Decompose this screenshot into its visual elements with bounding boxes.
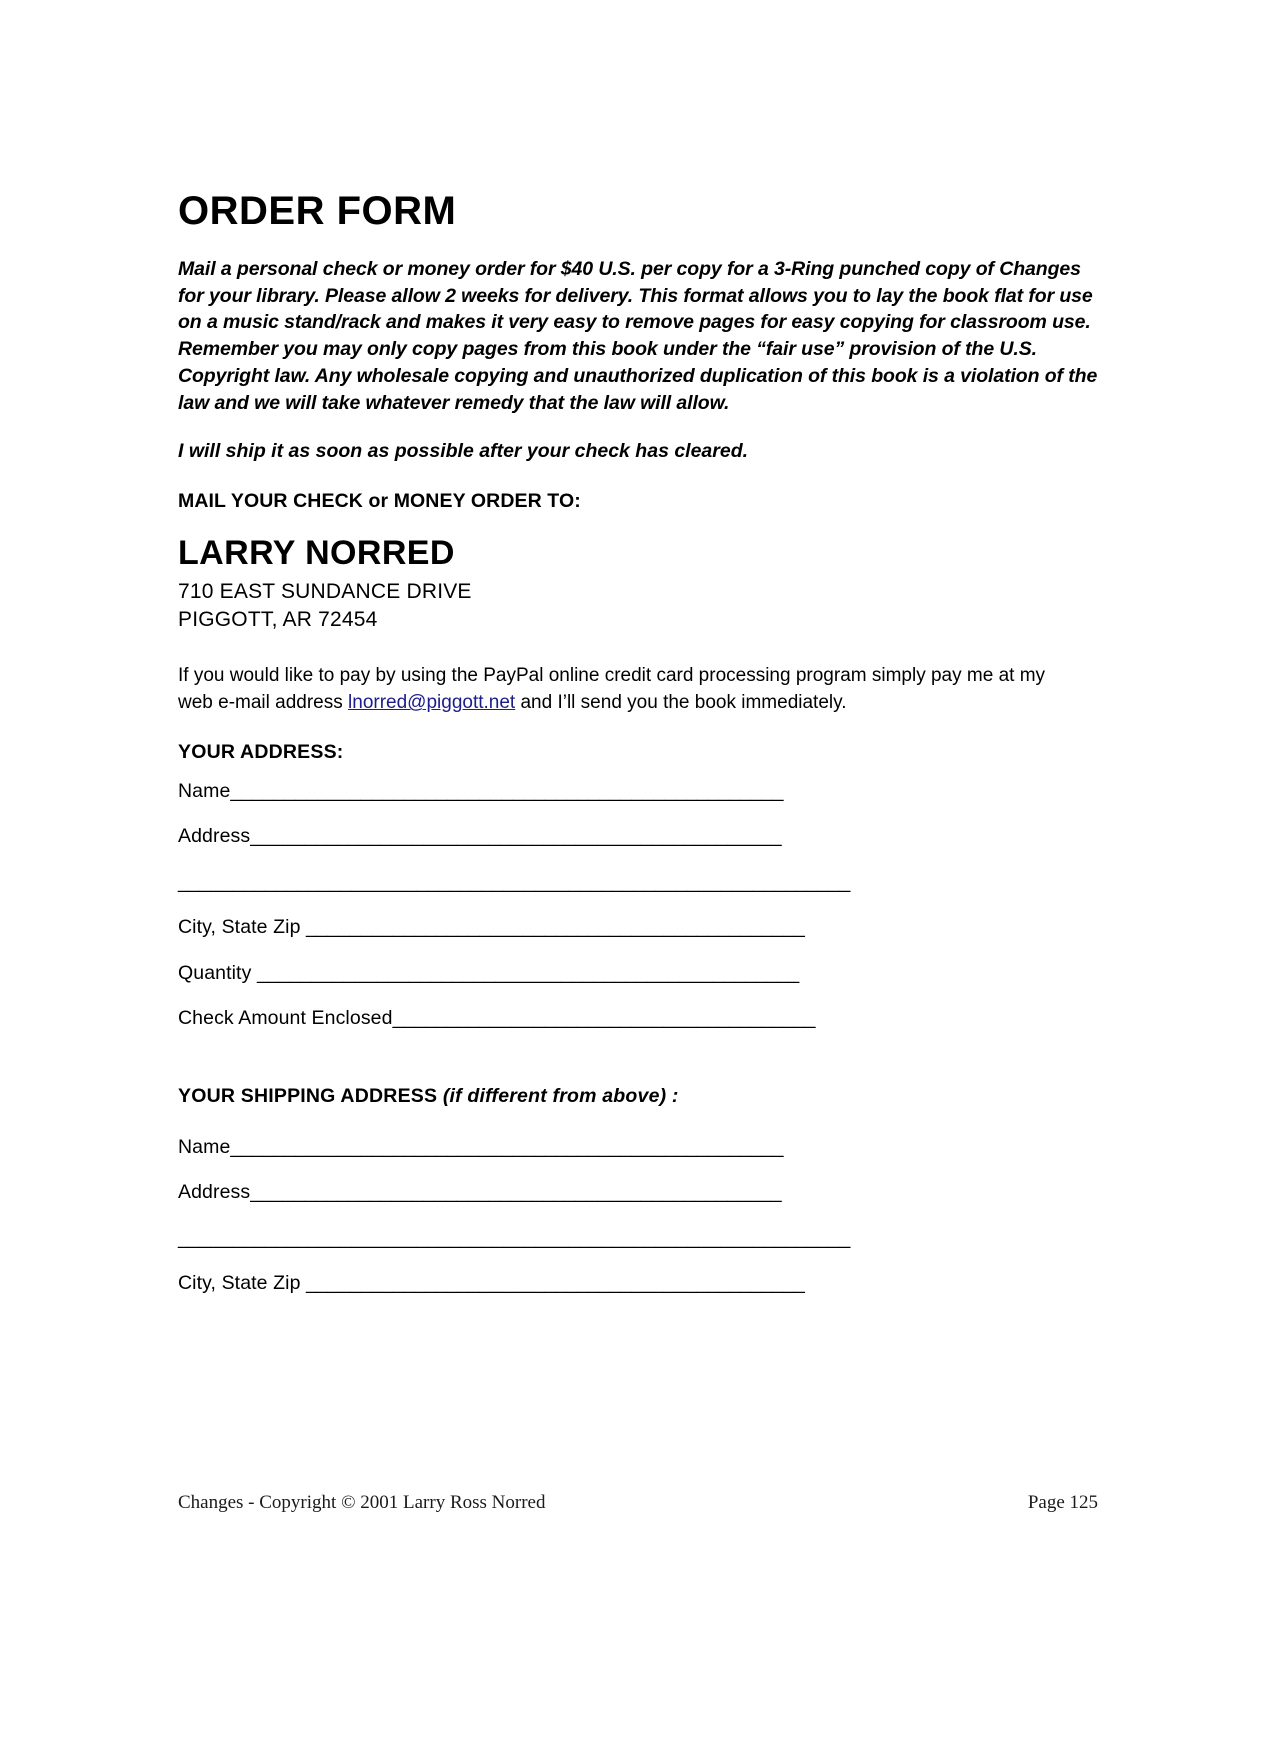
paypal-text-after: and I’ll send you the book immediately. [515, 692, 847, 714]
field-label: City, State Zip [178, 916, 307, 939]
field-check-amount [178, 1009, 1098, 1029]
document-body [178, 190, 1098, 1320]
field-line[interactable]: _________________________________________________ [250, 825, 782, 848]
field-line[interactable]: ___________________________________________________ [230, 1135, 784, 1158]
paypal-text-before: If you would like to pay by using the PayPal online credit card processing program simply pay me at my web e-mail address [178, 664, 1046, 714]
field-line[interactable]: __________________________________________________ [256, 961, 800, 984]
shipping-heading-note: (if different from above) : [442, 1084, 679, 1107]
shipping-address-heading [178, 1085, 1098, 1108]
field-line[interactable]: ______________________________________________ [306, 1272, 805, 1295]
shipping-field-city-state-zip [178, 1274, 1098, 1294]
shipping-field-address [178, 1183, 1098, 1203]
payee-city-state-zip: PIGGOTT, AR 72454 [178, 607, 378, 631]
your-address-heading: YOUR ADDRESS: [178, 740, 344, 763]
mail-to-label: MAIL YOUR CHECK or MONEY ORDER TO: [178, 489, 581, 512]
field-line[interactable]: ______________________________________________________________ [178, 1226, 851, 1249]
payee-street: 710 EAST SUNDANCE DRIVE [178, 579, 472, 603]
field-address [178, 827, 1098, 847]
field-label: Quantity [178, 961, 257, 984]
field-city-state-zip [178, 918, 1098, 938]
field-label: Name [178, 1135, 231, 1158]
field-line[interactable]: ___________________________________________________ [230, 779, 784, 802]
field-line[interactable]: _________________________________________________ [250, 1181, 782, 1204]
field-line[interactable]: ______________________________________________________________ [178, 870, 851, 893]
field-label: Check Amount Enclosed [178, 1007, 393, 1030]
footer-copyright: Changes - Copyright © 2001 Larry Ross Norred [178, 1492, 546, 1513]
field-label: Address [178, 1181, 251, 1204]
page-footer [178, 1492, 1098, 1514]
shipping-note: I will ship it as soon as possible after your check has cleared. [178, 440, 749, 463]
footer-page-number: Page 125 [1027, 1492, 1098, 1513]
shipping-field-name [178, 1135, 1098, 1158]
field-line[interactable]: _______________________________________ [392, 1007, 816, 1030]
shipping-field-address-line2 [178, 1226, 1098, 1249]
field-label: Address [178, 825, 251, 848]
spacer [178, 1055, 1098, 1061]
page-title: ORDER FORM [178, 189, 457, 233]
paypal-email-link[interactable]: lnorred@piggott.net [348, 692, 516, 714]
field-quantity [178, 961, 1098, 984]
field-line[interactable]: ______________________________________________ [306, 916, 805, 939]
field-name [178, 779, 1098, 802]
field-address-line2 [178, 870, 1098, 893]
paypal-paragraph [178, 662, 1078, 717]
shipping-heading-main: YOUR SHIPPING ADDRESS [178, 1084, 443, 1107]
field-label: City, State Zip [178, 1272, 307, 1295]
payee-name: LARRY NORRED [178, 533, 455, 572]
intro-paragraph: Mail a personal check or money order for $40 U.S. per copy for a 3-Ring punched copy of Changes for your library. Please allow 2 weeks for delivery. This format allows you to lay the book flat for use on a music stand/rack and makes it very easy to remove pages for easy copying for classroom use. Remember you may only copy pages from this book under the “fair use” provision of the U.S. Copyright law. Any wholesale copying and unauthorized duplication of this book is a violation of the law and we will take whatever remedy that the law will allow. [178, 258, 1098, 414]
field-label: Name [178, 779, 231, 802]
